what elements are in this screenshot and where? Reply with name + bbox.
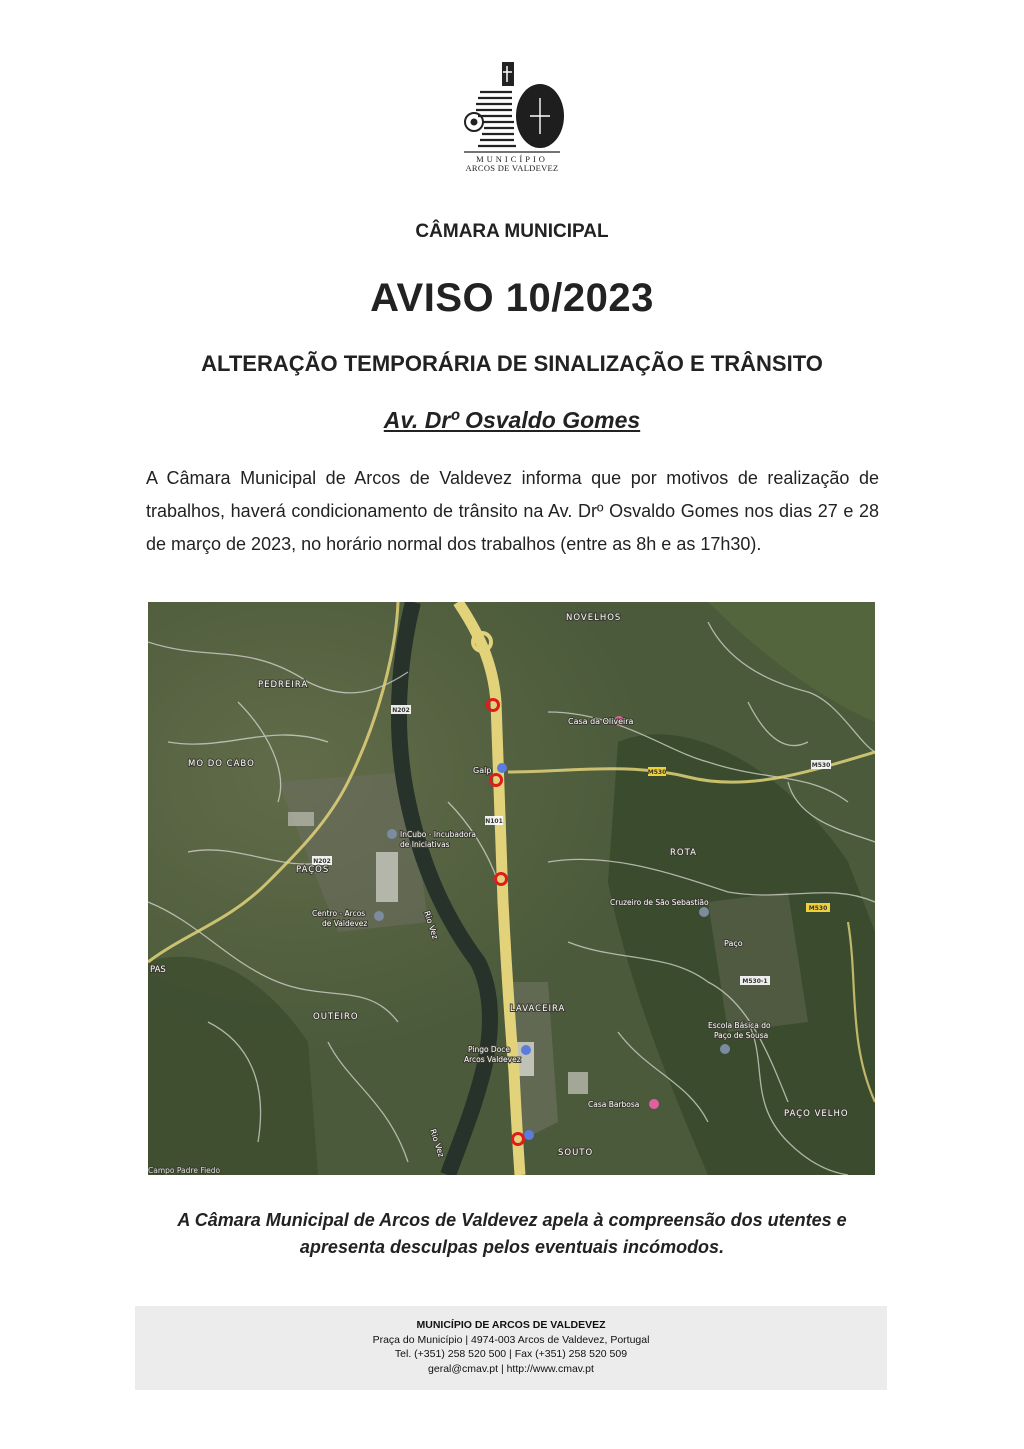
logo-line-2: ARCOS DE VALDEVEZ [465,163,559,173]
map-label: PAÇO VELHO [784,1109,849,1119]
map-label: Paço [724,939,743,948]
satellite-map [148,602,875,1175]
map-label: PAÇOS [296,865,330,875]
road-label: N202 [392,707,410,714]
map-label: Arcos Valdevez [464,1055,521,1064]
map-label: PAS [150,965,166,975]
map-label: Casa Barbosa [588,1100,640,1109]
closing-line-1: A Câmara Municipal de Arcos de Valdevez apela à compreensão dos utentes e [177,1210,847,1230]
notice-subtitle: ALTERAÇÃO TEMPORÁRIA DE SINALIZAÇÃO E TRÂNSITO [201,351,823,376]
map-label: Galp [473,766,492,775]
road-label: N101 [485,818,503,825]
logo-line-1: MUNICÍPIO [476,154,548,164]
map-label: Pingo Doce [468,1045,511,1054]
notice-paragraph: A Câmara Municipal de Arcos de Valdevez informa que por motivos de realização de trabalhos, haverá condicionamento de trânsito na Av. Drº Osvaldo Gomes nos dias 27 e 28 de março de 2023, no horário normal dos trabalhos (entre as 8h e as 17h30). [146,468,879,554]
footer-title: MUNICÍPIO DE ARCOS DE VALDEVEZ [416,1319,606,1331]
map-label: MO DO CABO [188,759,255,769]
map-label: Rio Vez [422,909,440,941]
organization-heading: CÂMARA MUNICIPAL [415,221,609,242]
road-label: M530 [647,769,667,776]
map-label: ROTA [670,848,697,858]
footer-phone: Tel. (+351) 258 520 500 | Fax (+351) 258 520 509 [394,1348,628,1360]
map-label: Rio Vez [428,1127,446,1159]
street-name: Av. Drº Osvaldo Gomes [383,407,641,433]
map-label: de Iniciativas [400,840,450,849]
map-label: SOUTO [558,1148,594,1158]
map-label: LAVACEIRA [510,1004,566,1014]
map-label: Centro - Arcos [312,909,366,918]
map-label: Paço de Sousa [714,1031,769,1040]
map-label: Escola Básica do [708,1021,771,1030]
footer-contact: geral@cmav.pt | http://www.cmav.pt [428,1362,594,1375]
road-label: N202 [313,858,331,865]
map-label: Cruzeiro de São Sebastião [610,898,709,907]
map-label: de Valdevez [322,919,368,928]
footer [135,1306,887,1390]
map-label: Casa da Oliveira [568,717,634,726]
closing-line-2: apresenta desculpas pelos eventuais incómodos. [299,1237,725,1257]
footer-address: Praça do Município | 4974-003 Arcos de Valdevez, Portugal [372,1333,650,1346]
closing-appeal [140,1207,884,1261]
road-label: M530 [811,762,831,769]
map-label: InCubo - Incubadora [400,830,477,839]
map-label: Campo Padre Fiedo [148,1166,221,1175]
road-label: M530 [808,905,828,912]
road-label: M530-1 [742,978,768,985]
map-label: PEDREIRA [258,680,309,690]
map-label: NOVELHOS [566,613,622,623]
map-label: OUTEIRO [313,1012,359,1022]
notice-number: AVISO 10/2023 [370,276,654,320]
